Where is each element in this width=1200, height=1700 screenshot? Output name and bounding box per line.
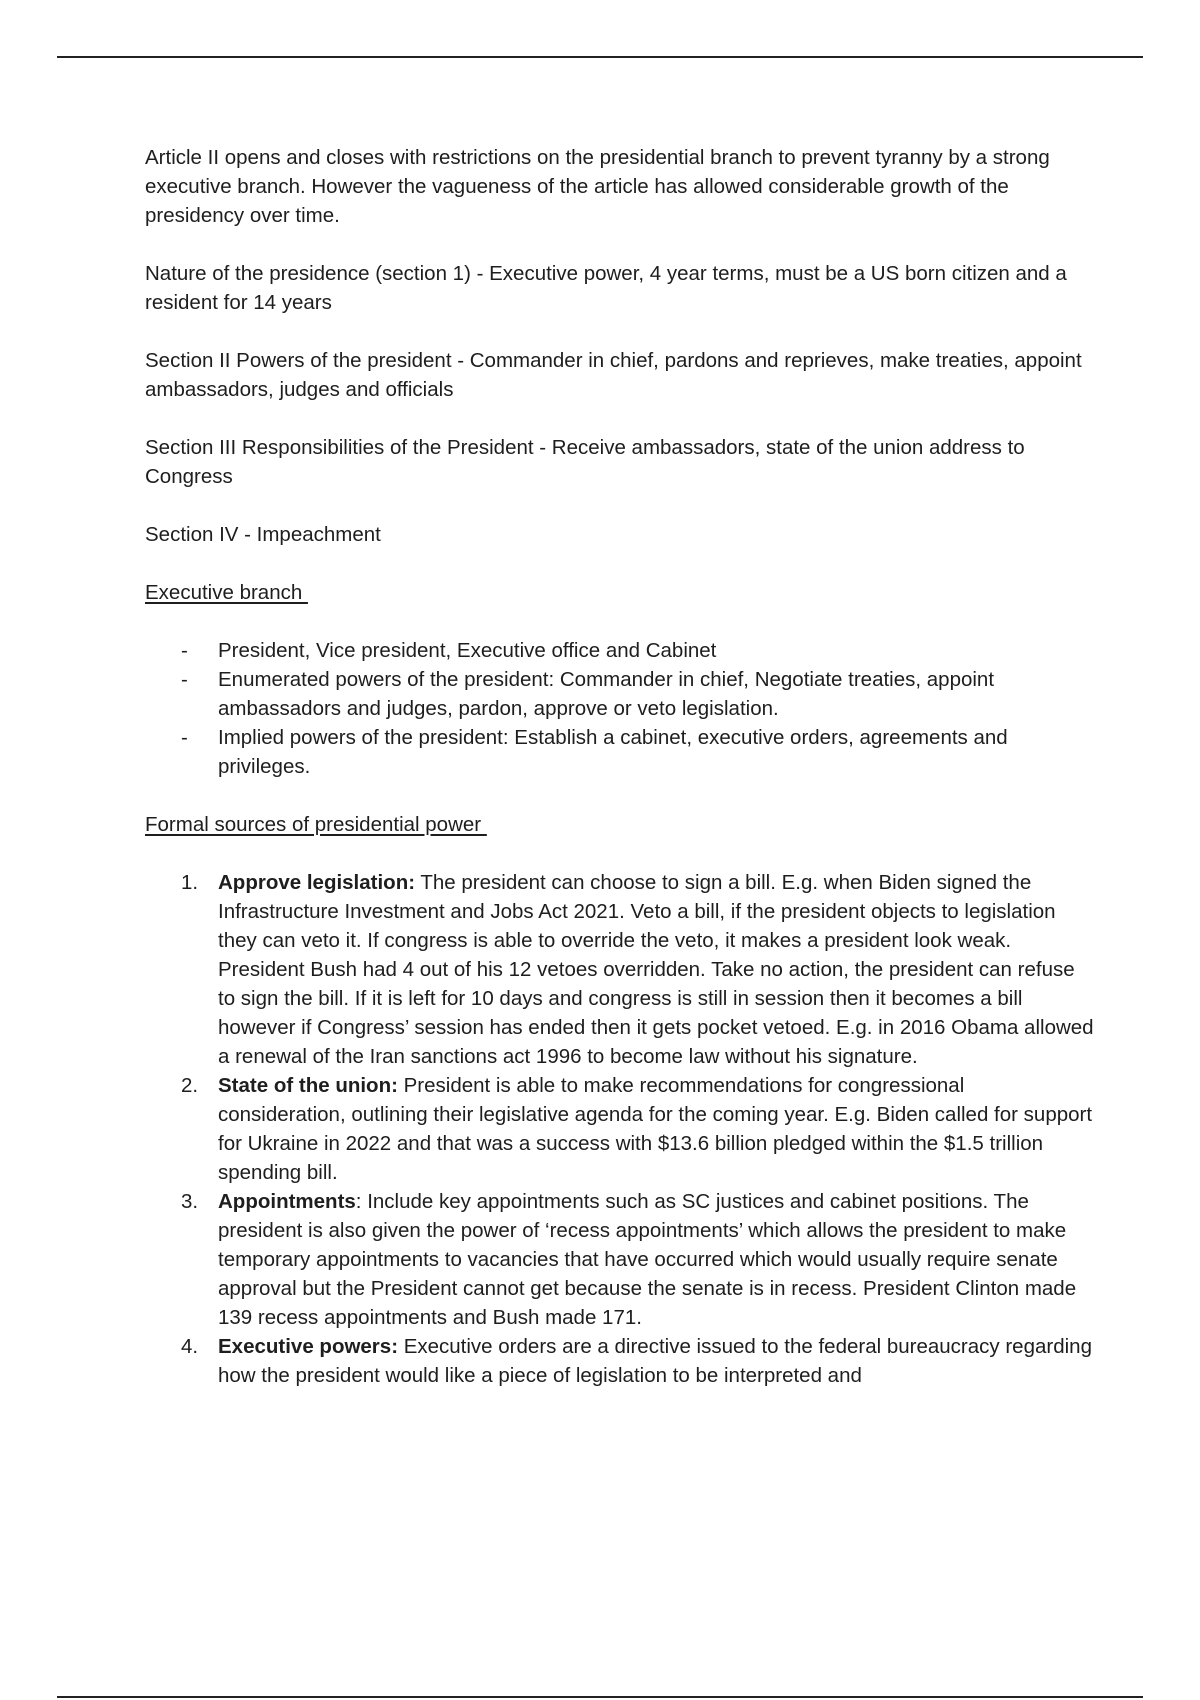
formal-sources-heading [145,810,1095,839]
section-2-paragraph: Section II Powers of the president - Commander in chief, pardons and reprieves, make treaties, appoint ambassadors, judges and officials [145,349,1082,401]
document-body [145,143,1095,1390]
list-item [181,1187,1095,1332]
list-item-number: 3. [181,1190,199,1213]
list-item-title: Executive powers: [218,1335,399,1358]
list-item-number: 1. [181,871,199,894]
executive-branch-heading [145,578,1095,607]
list-item: - Enumerated powers of the president: Commander in chief, Negotiate treaties, appoint ambassadors and judges, pardon, approve or veto legislation. [218,665,1095,723]
section-3-paragraph: Section III Responsibilities of the President - Receive ambassadors, state of the union address to Congress [145,436,1025,488]
list-item-title: Appointments [218,1190,356,1213]
executive-branch-heading-text: Executive branch [145,581,308,604]
header-rule [57,56,1143,58]
list-item-title: Approve legislation: [218,871,416,894]
intro-paragraph: Article II opens and closes with restrictions on the presidential branch to prevent tyranny by a strong executive branch. However the vagueness of the article has allowed considerable growth of the presidency over time. [145,146,1050,227]
list-item-text: Executive orders are a directive issued to the federal bureaucracy regarding how the president would like a piece of legislation to be interpreted and [218,1335,1092,1387]
list-item [181,1332,1095,1390]
list-item-title: State of the union: [218,1074,398,1097]
list-item: - President, Vice president, Executive office and Cabinet [218,636,1095,665]
footer-rule [57,1696,1143,1698]
section-4-paragraph: Section IV - Impeachment [145,523,381,546]
executive-branch-list [145,636,1095,781]
list-item [181,1071,1095,1187]
list-item-text: The president can choose to sign a bill. E.g. when Biden signed the Infrastructure Investment and Jobs Act 2021. Veto a bill, if the president objects to legislation they can veto it. If congress is able to override the veto, it makes a president look weak. President Bush had 4 out of his 12 vetoes overridden. Take no action, the president can refuse to sign the bill. If it is left for 10 days and congress is still in session then it becomes a bill however if Congress’ session has ended then it gets pocket vetoed. E.g. in 2016 Obama allowed a renewal of the Iran sanctions act 1996 to become law without his signature. [218,871,1094,1068]
list-item-text: : Include key appointments such as SC justices and cabinet positions. The president is also given the power of ‘recess appointments’ which allows the president to make temporary appointments to vacancies that have occurred which would usually require senate approval but the President cannot get because the senate is in recess. President Clinton made 139 recess appointments and Bush made 171. [218,1190,1077,1329]
section-1-paragraph: Nature of the presidence (section 1) - Executive power, 4 year terms, must be a US born citizen and a resident for 14 years [145,262,1067,314]
list-item-number: 4. [181,1335,199,1358]
formal-sources-list [145,868,1095,1390]
list-item-text: President is able to make recommendations for congressional consideration, outlining their legislative agenda for the coming year. E.g. Biden called for support for Ukraine in 2022 and that was a success with $13.6 billion pledged within the $1.5 trillion spending bill. [218,1074,1093,1184]
list-item [181,868,1095,1071]
list-item: - Implied powers of the president: Establish a cabinet, executive orders, agreements and privileges. [218,723,1095,781]
list-item-number: 2. [181,1074,199,1097]
formal-sources-heading-text: Formal sources of presidential power [145,813,487,836]
